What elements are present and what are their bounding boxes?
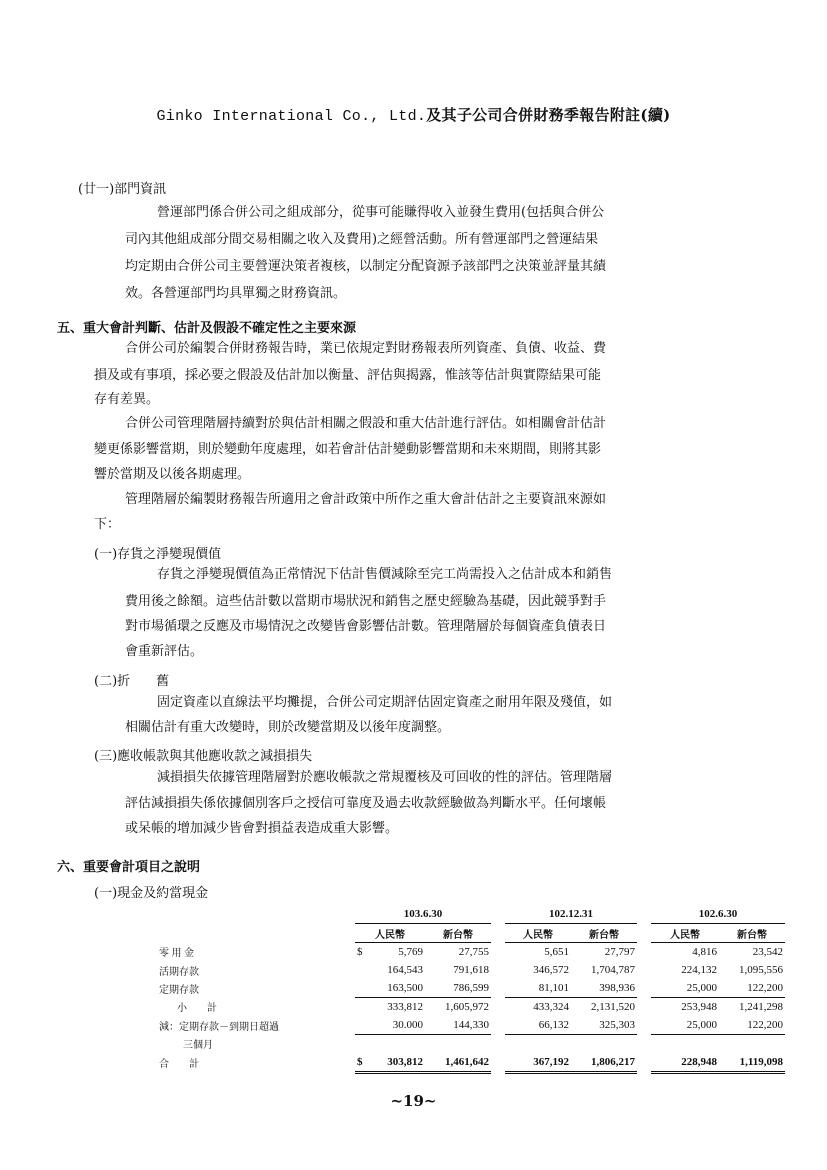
- cell: 1,605,972: [445, 1001, 489, 1013]
- cell: 346,572: [533, 964, 569, 976]
- currency-header: 人民幣: [505, 924, 571, 943]
- cell: 1,119,098: [719, 1053, 785, 1073]
- item1-line-1: 存貨之淨變現價值為正常情況下估計售價減除至完工尚需投入之估計成本和銷售: [157, 567, 613, 582]
- table-row-continuation: [157, 1035, 785, 1054]
- cell: 367,192: [505, 1053, 571, 1073]
- currency-header: 人民幣: [355, 924, 425, 943]
- period-header: 102.6.30: [651, 905, 785, 924]
- section6-subheading: (一)現金及約當現金: [94, 886, 209, 901]
- cell: 433,324: [533, 1001, 569, 1013]
- row-label: 定期存款: [159, 984, 199, 996]
- cell: 122,200: [719, 1016, 785, 1035]
- section6-heading: 六、重要會計項目之說明: [57, 860, 201, 875]
- table-row: [157, 961, 785, 979]
- currency-header: 新台幣: [719, 924, 785, 943]
- cell: 5,651: [544, 946, 569, 958]
- segment-heading: (廿一)部門資訊: [78, 182, 167, 197]
- table-period-row: [157, 905, 785, 924]
- row-label: 零 用 金: [159, 948, 194, 960]
- cell: 1,095,556: [739, 964, 783, 976]
- section5-para1-line-1: 合併公司於編製合併財務報告時，業已依規定對財務報表所列資產、負債、收益、費: [125, 341, 607, 356]
- cell: 2,131,520: [591, 1001, 635, 1013]
- cell: 144,330: [425, 1016, 491, 1035]
- cell: 1,241,298: [739, 1001, 783, 1013]
- section5-para2-line-3: 響於當期及以後各期處理。: [94, 467, 251, 482]
- segment-line-3: 均定期由合併公司主要營運決策者複核，以制定分配資源予該部門之決策並評量其績: [125, 259, 607, 274]
- cell: 163,500: [369, 979, 425, 998]
- table-row: [157, 979, 785, 998]
- period-header: 102.12.31: [505, 905, 637, 924]
- table-row: [157, 943, 785, 962]
- cell: 228,948: [651, 1053, 719, 1073]
- item2-line-1: 固定資產以直線法平均攤提，合併公司定期評估固定資產之耐用年限及殘值，如: [157, 695, 613, 710]
- item1-line-4: 會重新評估。: [125, 644, 204, 659]
- item3-heading: (三)應收帳款與其他應收款之減損損失: [94, 749, 313, 764]
- cell: 1,461,642: [425, 1053, 491, 1073]
- item3-line-1: 減損損失依據管理階層對於應收帳款之常規覆核及可回收的性的評估。管理階層: [157, 770, 613, 785]
- cell: 122,200: [719, 979, 785, 998]
- currency-header: 人民幣: [651, 924, 719, 943]
- cell: 786,599: [425, 979, 491, 998]
- row-label: 合 計: [159, 1059, 199, 1071]
- cell: 253,948: [681, 1001, 717, 1013]
- table-row-total: [157, 1053, 785, 1073]
- row-label: 減：定期存款－到期日超過: [159, 1021, 279, 1033]
- page-header: [0, 104, 827, 125]
- cell: 81,101: [505, 979, 571, 998]
- cell: 27,797: [604, 946, 635, 958]
- item3-line-3: 或呆帳的增加減少皆會對損益表造成重大影響。: [125, 821, 399, 836]
- item2-heading: (二)折 舊: [94, 674, 170, 689]
- section5-para1-line-2: 損及或有事項，採必要之假設及估計加以衡量、評估與揭露，惟該等估計與實際結果可能: [94, 368, 602, 383]
- cell: 398,936: [571, 979, 637, 998]
- cell: 791,618: [453, 964, 489, 976]
- cell: 303,812: [369, 1053, 425, 1073]
- cell: 1,704,787: [591, 964, 635, 976]
- item1-line-2: 費用後之餘額。這些估計數以當期市場狀況和銷售之歷史經驗為基礎，因此競爭對手: [125, 594, 607, 609]
- table-row: [157, 998, 785, 1017]
- cell: 27,755: [458, 946, 489, 958]
- table-row: [157, 1016, 785, 1035]
- row-label: 活期存款: [159, 966, 199, 978]
- item1-line-3: 對市場循環之反應及市場情況之改變皆會影響估計數。管理階層於每個資產負債表日: [125, 619, 607, 634]
- table-currency-row: [157, 924, 785, 943]
- cell: 25,000: [651, 979, 719, 998]
- item1-heading: (一)存貨之淨變現價值: [94, 547, 222, 562]
- currency-symbol: $: [355, 1053, 369, 1073]
- cell: 164,543: [387, 964, 423, 976]
- row-label: 三個月: [183, 1040, 213, 1052]
- cash-table: [157, 905, 785, 1074]
- cell: 23,542: [752, 946, 783, 958]
- report-title: 及其子公司合併財務季報告附註(續): [426, 106, 671, 124]
- section5-heading: 五、重大會計判斷、估計及假設不確定性之主要來源: [57, 321, 357, 336]
- cell: 325,303: [571, 1016, 637, 1035]
- section5-para3-line-1: 管理階層於編製財務報告所適用之會計政策中所作之重大會計估計之主要資訊來源如: [125, 492, 607, 507]
- cell: 25,000: [651, 1016, 719, 1035]
- cell: 30.000: [369, 1016, 425, 1035]
- cell: 1,806,217: [571, 1053, 637, 1073]
- currency-symbol: $: [357, 946, 363, 958]
- page-number: ~19~: [390, 1092, 437, 1110]
- item2-line-2: 相關估計有重大改變時，則於改變當期及以後年度調整。: [125, 720, 451, 735]
- cell: 333,812: [387, 1001, 423, 1013]
- cell: 5,769: [398, 946, 423, 958]
- item3-line-2: 評估減損損失係依據個別客戶之授信可靠度及過去收款經驗做為判斷水平。任何壞帳: [125, 796, 607, 811]
- company-name: Ginko International Co., Ltd.: [156, 108, 427, 125]
- cell: 224,132: [681, 964, 717, 976]
- section5-para3-line-2: 下：: [94, 517, 121, 532]
- section5-para2-line-2: 變更係影響當期，則於變動年度處理，如若會計估計變動影響當期和未來期間，則將其影: [94, 442, 602, 457]
- segment-line-4: 效。各營運部門均具單獨之財務資訊。: [125, 286, 347, 301]
- segment-line-2: 司內其他組成部分間交易相關之收入及費用)之經營活動。所有營運部門之營運結果: [125, 232, 599, 247]
- cell: 4,816: [692, 946, 717, 958]
- period-header: 103.6.30: [355, 905, 491, 924]
- currency-header: 新台幣: [425, 924, 491, 943]
- currency-header: 新台幣: [571, 924, 637, 943]
- cell: 66,132: [505, 1016, 571, 1035]
- segment-line-1: 營運部門係合併公司之組成部分，從事可能賺得收入並發生費用(包括與合併公: [157, 205, 605, 220]
- row-label: 小 計: [177, 1003, 217, 1015]
- section5-para2-line-1: 合併公司管理階層持續對於與估計相關之假設和重大估計進行評估。如相關會計估計: [125, 416, 607, 431]
- section5-para1-line-3: 存有差異。: [94, 392, 160, 407]
